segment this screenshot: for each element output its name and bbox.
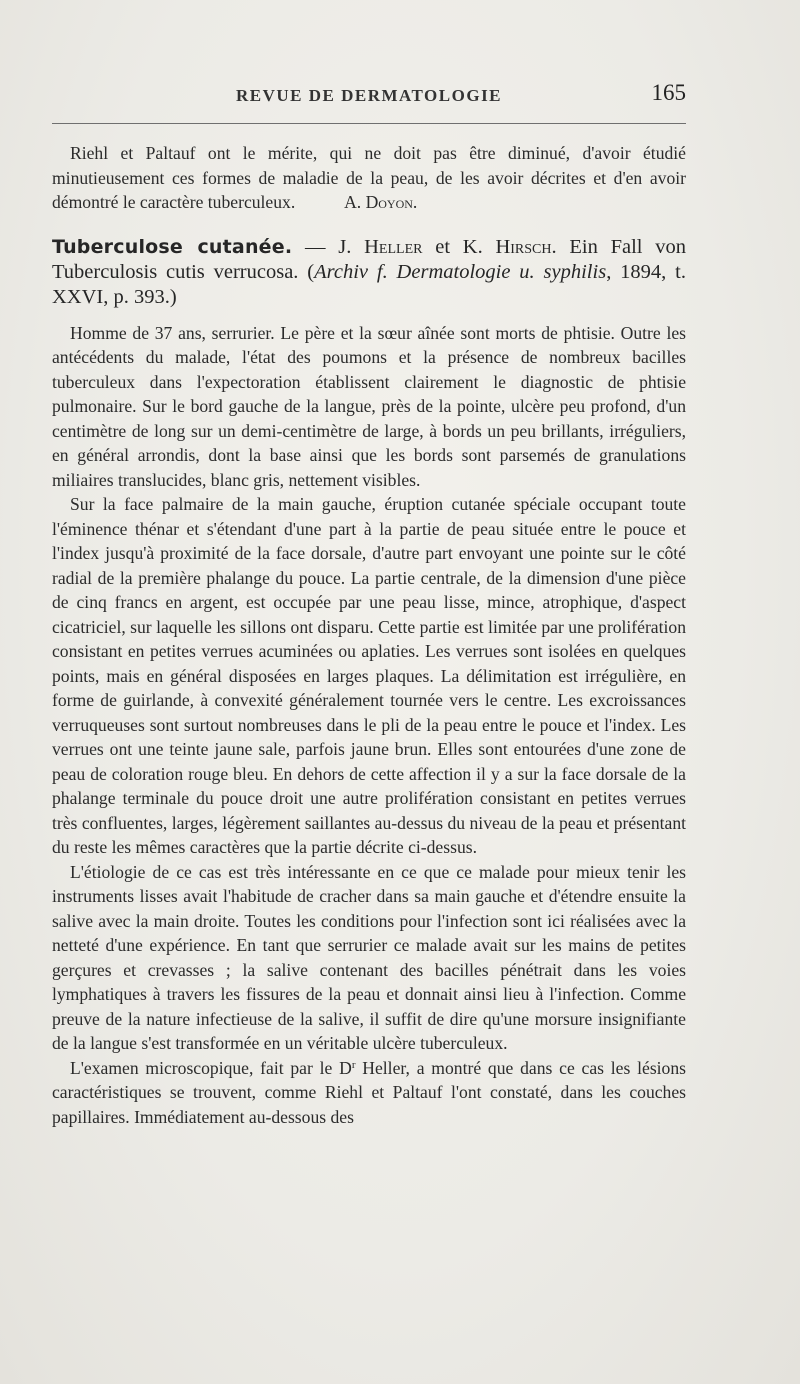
author2-name: Hirsch: [495, 235, 552, 258]
review-dash: —: [292, 235, 339, 258]
microscopy-text-start: L'examen microscopique, fait par le D: [70, 1057, 352, 1078]
review-heading: [52, 235, 686, 310]
page-number: 165: [651, 80, 686, 105]
paragraph-etiology: L'étiologie de ce cas est très intéressante en ce que ce malade pour mieux tenir les instruments lisses avait l'habitude de cracher dans sa main gauche et d'étendre ensuite la salive avec la main droite. Toutes les conditions pour l'infection sont ici réalisées avec la netteté d'une expérience. En tant que serrurier ce malade avait sur les mains de petites gerçures et crevasses ; la salive contenant des bacilles pénétrait dans les voies lymphatiques à travers les fissures de la peau et donnait ainsi lieu à l'infection. Comme preuve de la nature infectieuse de la salive, il suffit de dire qu'une morsure insignifiante de la langue s'est transformée en un véritable ulcère tuberculeux.: [52, 861, 686, 1053]
header-rule: [52, 123, 686, 124]
journal-name: Archiv f. Dermatologie u. syphilis: [314, 260, 607, 283]
author1-name: Heller: [364, 235, 423, 258]
author-and: et: [422, 235, 463, 258]
paragraph-microscopy: [52, 1056, 686, 1130]
intro-text: Riehl et Paltauf ont le mérite, qui ne doit pas être diminué, d'avoir étudié minutieusement ces formes de maladie de la peau, de les avoir décrites et d'en avoir démontré le caractère tuberculeux.: [52, 143, 686, 212]
signature: A. Doyon.: [344, 192, 418, 212]
microscopy-text-end: Heller, a montré que dans ce cas les lésions caractéristiques se trouvent, comme Riehl et Paltauf l'ont constaté, dans les couches papillaires. Immédiatement au-dessous des: [52, 1057, 686, 1127]
intro-paragraph: [52, 141, 686, 215]
author1-initial: J.: [338, 235, 365, 258]
running-title: REVUE DE DERMATOLOGIE: [235, 86, 503, 105]
paragraph-case: Homme de 37 ans, serrurier. Le père et la sœur aînée sont morts de phtisie. Outre les antécédents du malade, l'état des poumons et la présence de nombreux bacilles tuberculeux dans l'expectoration établissent clairement le diagnostic de phtisie pulmonaire. Sur le bord gauche de la langue, près de la pointe, ulcère peu profond, d'un centimètre de long sur un demi-centimètre de large, à bords un peu brillants, irréguliers, en général arrondis, dont la base ainsi que les bords sont parsemés de granulations miliaires translucides, blanc gris, nettement visibles.: [52, 322, 686, 490]
paragraph-hand: Sur la face palmaire de la main gauche, éruption cutanée spéciale occupant toute l'éminence thénar et s'étendant d'une part à la partie de peau située entre le pouce et l'index jusqu'à proximité de la face dorsale, d'autre part envoyant une pointe sur le côté radial de la première phalange du pouce. La partie centrale, de la dimension d'une pièce de cinq francs en argent, est occupée par une peau lisse, mince, atrophique, d'aspect cicatriciel, sur laquelle les sillons ont disparu. Cette partie est limitée par une prolifération consistant en petites verrues acuminées ou aplaties. Les verrues sont isolées en quelques points, mais en général disposées en larges plaques. La délimitation est irrégulière, en forme de guirlande, à convexité généralement tournée vers le centre. Les excroissances verruqueuses sont surtout nombreuses dans le pli de la peau entre le pouce et l'index. Les verrues ont une teinte jaune sale, parfois jaune brun. Elles sont entourées d'une zone de peau de coloration rouge bleu. En dehors de cette affection il y a sur la face dorsale de la phalange terminale du pouce droit une autre prolifération consistant en petites verrues très confluentes, larges, légèrement saillantes au-dessus du niveau de la peau et présentant du reste les mêmes caractères que la partie décrite ci-dessus.: [52, 494, 686, 857]
author2-initial: K.: [462, 235, 496, 258]
doctor-superscript: r: [351, 1058, 356, 1071]
running-head: [52, 80, 686, 112]
article-title: . Ein Fall von Tuberculosis cutis verrucosa. (: [52, 235, 686, 283]
review-topic: Tuberculose cutanée.: [52, 235, 293, 258]
body-text: [52, 141, 686, 1129]
citation: , 1894, t. XXVI, p. 393.): [52, 260, 686, 308]
